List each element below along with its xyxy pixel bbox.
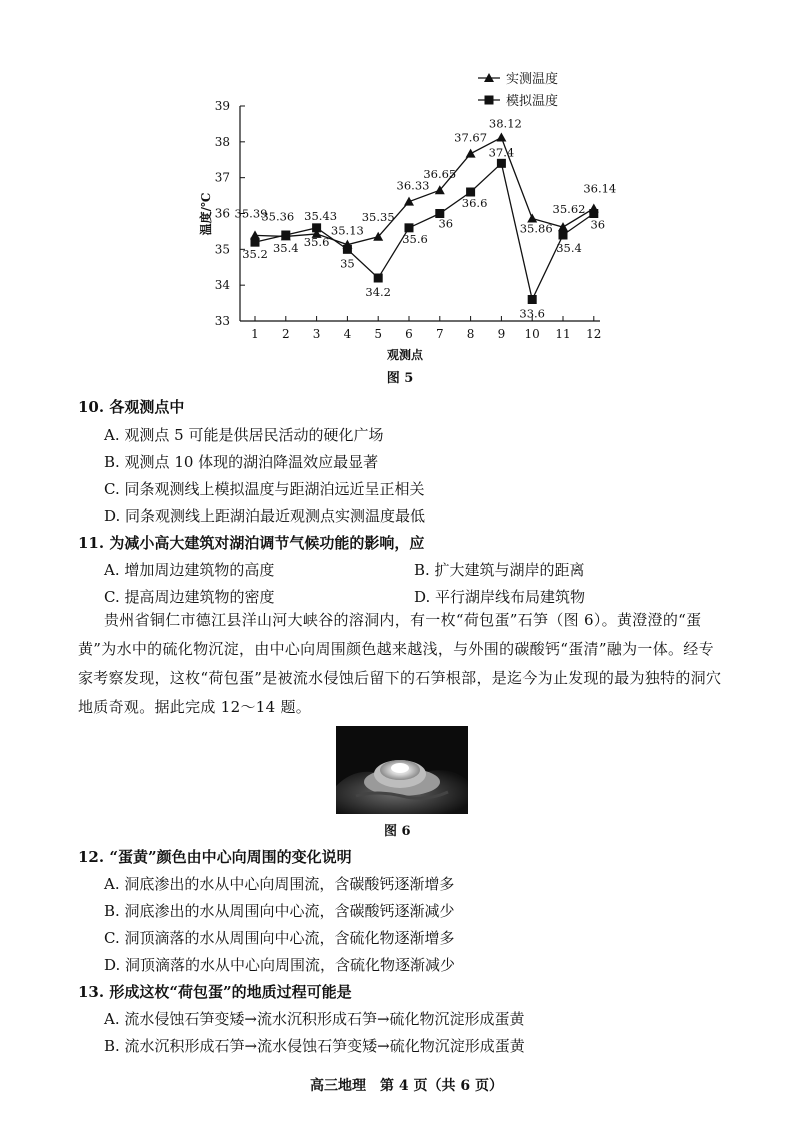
legend-simulated-marker <box>485 96 494 105</box>
measured-point <box>466 149 476 158</box>
passage-line-2: 黄”为水中的硫化物沉淀，由中心向周围颜色越来越浅，与外围的碳酸钙“蛋清”融为一体。经专 <box>78 640 714 658</box>
measured-data-label: 35.43 <box>304 208 338 223</box>
x-tick-label: 12 <box>586 327 602 341</box>
x-tick-label: 5 <box>374 327 383 341</box>
measured-point <box>404 197 414 206</box>
measured-data-label: 35.39 <box>234 206 268 221</box>
figure-5-caption: 图 5 <box>386 371 414 386</box>
measured-data-label: 36.14 <box>583 181 617 196</box>
legend-measured-label: 实测温度 <box>506 72 559 87</box>
simulated-data-label: 36 <box>590 217 606 232</box>
q10-option-d: D. 同条观测线上距湖泊最近观测点实测温度最低 <box>104 507 426 525</box>
simulated-data-label: 35.4 <box>272 241 299 255</box>
q10-option-c: C. 同条观测线上模拟温度与距湖泊远近呈正相关 <box>104 480 425 498</box>
x-axis-title: 观测点 <box>386 348 424 362</box>
x-tick-label: 10 <box>524 327 540 341</box>
figure-6-caption: 图 6 <box>384 824 411 839</box>
measured-point <box>496 133 506 142</box>
simulated-data-label: 35.2 <box>242 247 268 262</box>
legend-simulated-label: 模拟温度 <box>506 94 559 109</box>
measured-data-label: 35.36 <box>261 209 295 224</box>
measured-data-label: 37.67 <box>454 130 488 145</box>
temperature-line-chart <box>0 0 800 400</box>
y-tick-label: 34 <box>214 278 230 293</box>
q12-option-d: D. 洞顶滴落的水从中心向周围流，含硫化物逐渐减少 <box>104 956 456 974</box>
simulated-point <box>374 274 383 283</box>
passage <box>78 606 758 722</box>
simulated-point <box>528 295 537 304</box>
simulated-data-label: 35.6 <box>303 234 330 249</box>
q12-option-c: C. 洞顶滴落的水从周围向中心流，含硫化物逐渐增多 <box>104 929 455 947</box>
x-tick-label: 7 <box>435 327 444 341</box>
simulated-data-label: 36 <box>438 216 454 231</box>
q10-stem: 10. 各观测点中 <box>78 398 185 416</box>
simulated-data-label: 37.4 <box>488 145 515 160</box>
q11-stem: 11. 为减小高大建筑对湖泊调节气候功能的影响，应 <box>78 534 425 552</box>
simulated-point <box>497 159 506 168</box>
q13-option-b: B. 流水沉积形成石笋→流水侵蚀石笋变矮→硫化物沉淀形成蛋黄 <box>104 1037 525 1055</box>
x-tick-label: 4 <box>343 327 352 341</box>
y-tick-label: 36 <box>214 206 230 221</box>
simulated-data-label: 36.6 <box>461 196 488 210</box>
q10-option-b: B. 观测点 10 体现的湖泊降温效应最显著 <box>104 453 379 471</box>
x-tick-label: 1 <box>251 327 259 341</box>
y-tick-label: 39 <box>214 99 230 113</box>
q12-stem: 12. “蛋黄”颜色由中心向周围的变化说明 <box>78 848 352 866</box>
fried-egg-stalagmite-photo <box>336 726 468 814</box>
q11-option-b: B. 扩大建筑与湖岸的距离 <box>414 561 585 579</box>
x-tick-label: 9 <box>497 327 506 341</box>
measured-data-label: 36.33 <box>396 178 430 193</box>
q12-option-b: B. 洞底渗出的水从周围向中心流，含碳酸钙逐渐减少 <box>104 902 455 920</box>
y-axis-title: 温度/℃ <box>199 192 213 236</box>
simulated-point <box>312 223 321 232</box>
simulated-point <box>343 245 352 254</box>
measured-data-label: 35.35 <box>361 209 395 224</box>
simulated-data-label: 35.4 <box>556 241 582 255</box>
y-tick-label: 33 <box>214 314 230 328</box>
passage-line-1: 贵州省铜仁市德江县洋山河大峡谷的溶洞内，有一枚“荷包蛋”石笋（图 6）。黄澄澄的“蛋 <box>104 611 702 629</box>
measured-data-label: 35.13 <box>330 223 364 238</box>
passage-line-3: 家考察发现，这枚“荷包蛋”是被流水侵蚀后留下的石笋根部，是迄今为止发现的最为独特的洞穴 <box>78 669 722 687</box>
simulated-point <box>559 231 568 240</box>
q12-option-a: A. 洞底渗出的水从中心向周围流，含碳酸钙逐渐增多 <box>104 875 455 893</box>
measured-data-label: 35.62 <box>552 202 586 217</box>
simulated-data-label: 34.2 <box>365 285 392 299</box>
q13-option-a: A. 流水侵蚀石笋变矮→流水沉积形成石笋→硫化物沉淀形成蛋黄 <box>104 1010 525 1028</box>
simulated-data-label: 33.6 <box>519 306 546 321</box>
simulated-data-label: 35.6 <box>402 231 428 246</box>
q11-option-c: C. 提高周边建筑物的密度 <box>104 588 275 606</box>
measured-data-label: 35.86 <box>519 221 553 236</box>
q11-option-d: D. 平行湖岸线布局建筑物 <box>414 588 586 606</box>
x-tick-label: 11 <box>555 327 571 341</box>
x-tick-label: 8 <box>466 327 475 341</box>
measured-data-label: 36.65 <box>423 167 457 182</box>
q11-option-a: A. 增加周边建筑物的高度 <box>104 561 275 579</box>
y-tick-label: 35 <box>214 242 230 257</box>
q13-stem: 13. 形成这枚“荷包蛋”的地质过程可能是 <box>78 983 352 1001</box>
simulated-point <box>251 238 260 247</box>
measured-data-label: 38.12 <box>488 116 522 131</box>
x-tick-label: 6 <box>405 327 413 341</box>
simulated-point <box>281 231 290 240</box>
x-tick-label: 2 <box>281 327 290 341</box>
simulated-data-label: 35 <box>340 256 355 271</box>
q10-option-a: A. 观测点 5 可能是供居民活动的硬化广场 <box>104 426 384 444</box>
page-footer: 高三地理 第 4 页（共 6 页） <box>310 1078 503 1094</box>
y-tick-label: 37 <box>214 170 230 185</box>
x-tick-label: 3 <box>312 327 321 341</box>
y-tick-label: 38 <box>214 134 230 149</box>
passage-line-4: 地质奇观。据此完成 12～14 题。 <box>78 698 312 716</box>
